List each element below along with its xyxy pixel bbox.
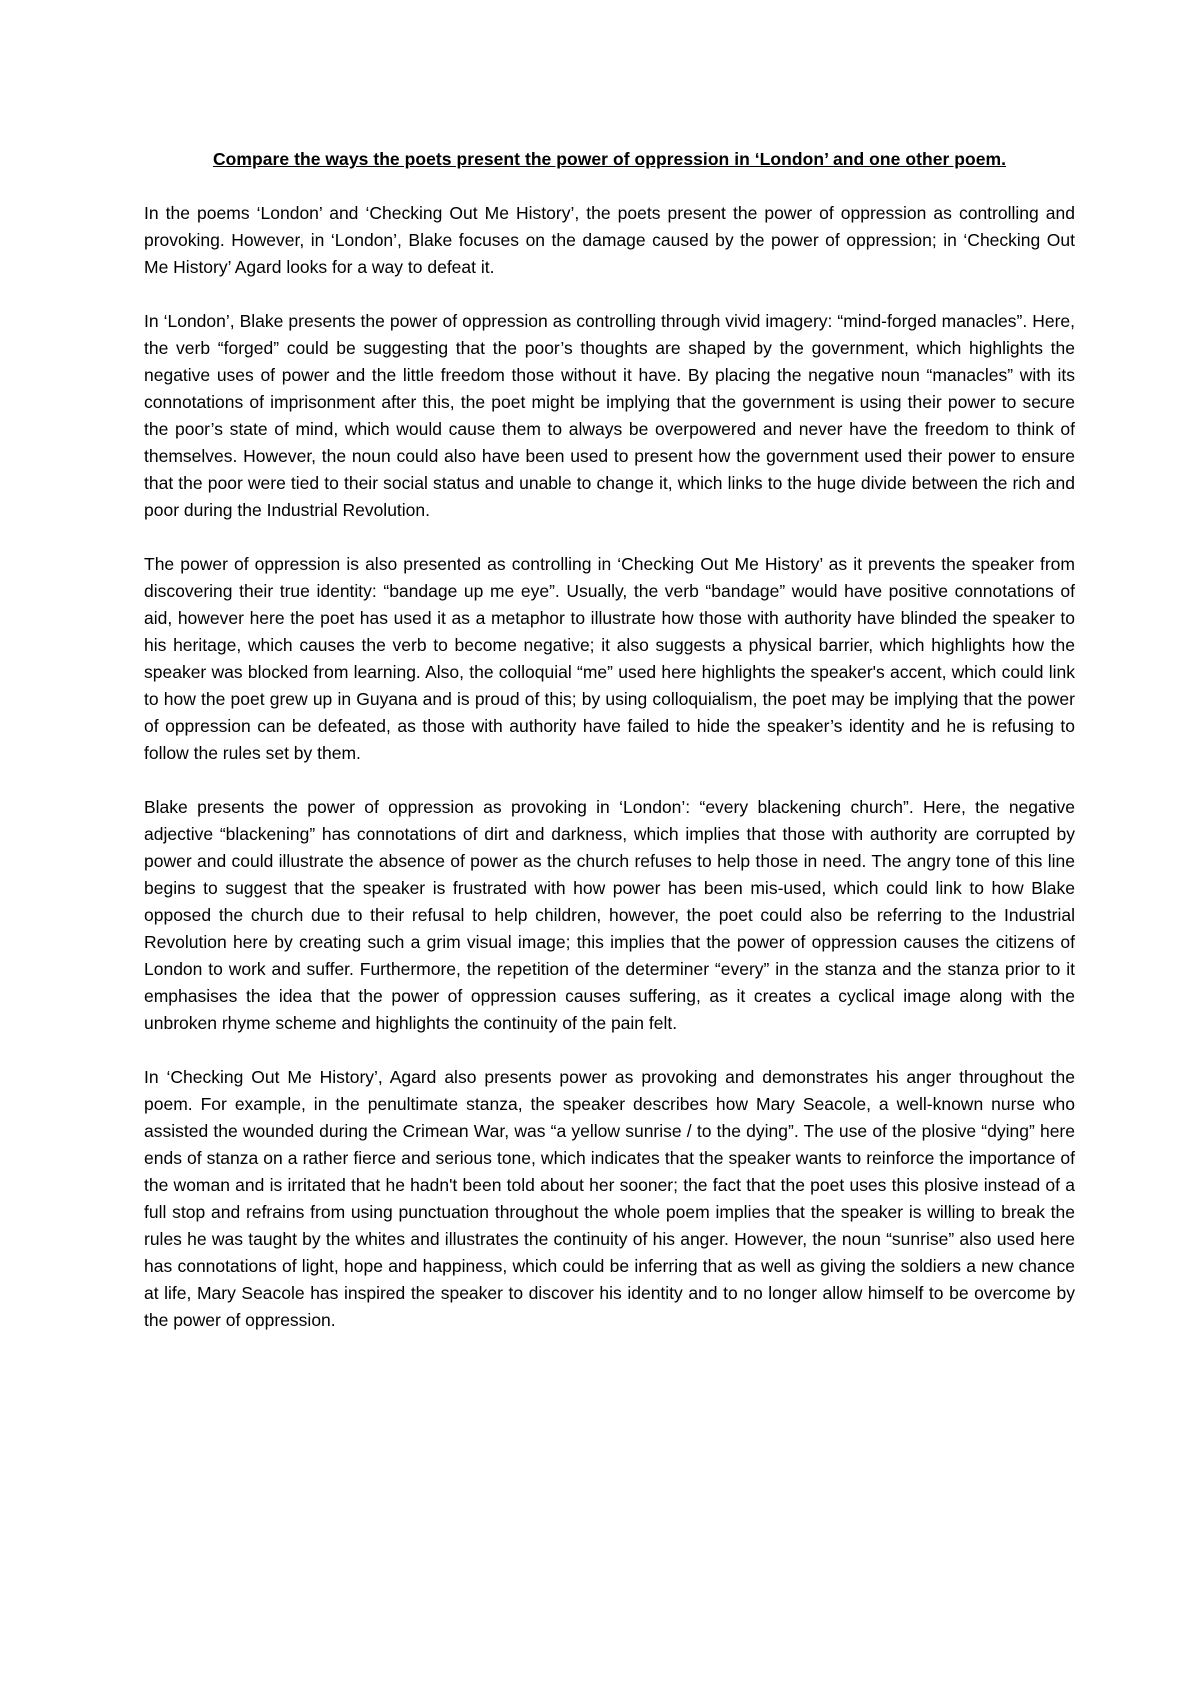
paragraph-history-provoking: In ‘Checking Out Me History’, Agard also presents power as provoking and demonstrates his anger throughout the poem. For example, in the penultimate stanza, the speaker describes how Mary Seacole, a well-known nurse who assisted the wounded during the Crimean War, was “a yellow sunrise / to the dying”. The use of the plosive “dying” here ends of stanza on a rather fierce and serious tone, which indicates that the speaker wants to reinforce the importance of the woman and is irritated that he hadn't been told about her sooner; the fact that the poet uses this plosive instead of a full stop and refrains from using punctuation throughout the whole poem implies that the speaker is willing to break the rules he was taught by the whites and illustrates the continuity of his anger. However, the noun “sunrise” also used here has connotations of light, hope and happiness, which could be inferring that as well as giving the soldiers a new chance at life, Mary Seacole has inspired the speaker to discover his identity and to no longer allow himself to be overcome by the power of oppression. [144,1067,1075,1330]
paragraph-history-controlling: The power of oppression is also presented as controlling in ‘Checking Out Me History’ as it prevents the speaker from discovering their true identity: “bandage up me eye”. Usually, the verb “bandage” would have positive connotations of aid, however here the poet has used it as a metaphor to illustrate how those with authority have blinded the speaker to his heritage, which causes the verb to become negative; it also suggests a physical barrier, which highlights how the speaker was blocked from learning. Also, the colloquial “me” used here highlights the speaker's accent, which could link to how the poet grew up in Guyana and is proud of this; by using colloquialism, the poet may be implying that the power of oppression can be defeated, as those with authority have failed to hide the speaker’s identity and he is refusing to follow the rules set by them. [144,554,1075,763]
paragraph-london-provoking: Blake presents the power of oppression as provoking in ‘London’: “every blackening church”. Here, the negative adjective “blackening” has connotations of dirt and darkness, which implies that those with authority are corrupted by power and could illustrate the absence of power as the church refuses to help those in need. The angry tone of this line begins to suggest that the speaker is frustrated with how power has been mis-used, which could link to how Blake opposed the church due to their refusal to help children, however, the poet could also be referring to the Industrial Revolution here by creating such a grim visual image; this implies that the power of oppression causes the citizens of London to work and suffer. Furthermore, the repetition of the determiner “every” in the stanza and the stanza prior to it emphasises the idea that the power of oppression causes suffering, as it creates a cyclical image along with the unbroken rhyme scheme and highlights the continuity of the pain felt. [144,797,1075,1033]
paragraph-introduction: In the poems ‘London’ and ‘Checking Out Me History’, the poets present the power of oppression as controlling and provoking. However, in ‘London’, Blake focuses on the damage caused by the power of oppression; in ‘Checking Out Me History’ Agard looks for a way to defeat it. [144,203,1075,277]
essay-title: Compare the ways the poets present the power of oppression in ‘London’ and one other poem. [212,149,1007,169]
paragraph-london-controlling: In ‘London’, Blake presents the power of oppression as controlling through vivid imagery: “mind-forged manacles”. Here, the verb “forged” could be suggesting that the poor’s thoughts are shaped by the government, which highlights the negative uses of power and the little freedom those without it have. By placing the negative noun “manacles” with its connotations of imprisonment after this, the poet might be implying that the government is using their power to secure the poor’s state of mind, which would cause them to always be overpowered and never have the freedom to think of themselves. However, the noun could also have been used to present how the government used their power to ensure that the poor were tied to their social status and unable to change it, which links to the huge divide between the rich and poor during the Industrial Revolution. [144,311,1075,520]
